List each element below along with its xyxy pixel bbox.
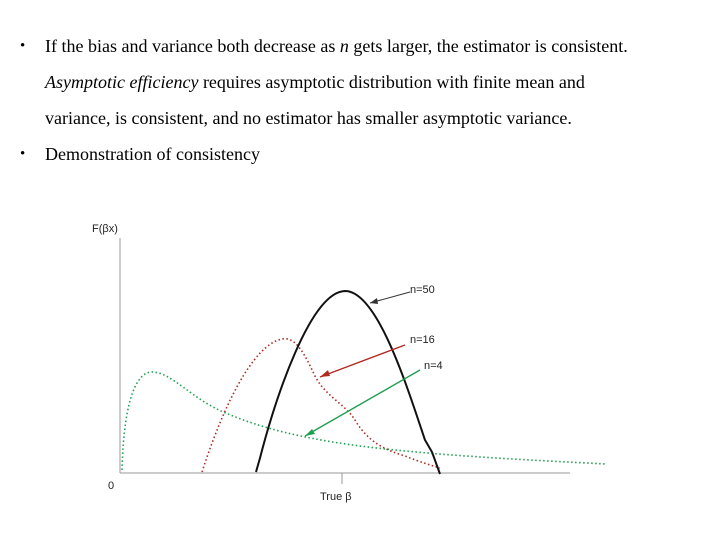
label-n4: n=4 — [424, 360, 443, 372]
variable-n: n — [339, 36, 349, 56]
pointer-n16 — [320, 345, 405, 377]
continuation-line: variance, is consistent, and no estimator has smaller asymptotic variance. — [45, 108, 572, 128]
y-axis-label: F(βx) — [92, 223, 118, 235]
arrowhead-n16 — [320, 370, 330, 377]
arrowhead-n4 — [305, 429, 315, 436]
label-crop-mask — [442, 282, 448, 348]
text-segment: requires asymptotic distribution with finite mean and — [198, 72, 585, 92]
text-segment: gets larger, the estimator is consistent. — [348, 36, 628, 56]
term-asymptotic-efficiency: Asymptotic efficiency — [45, 72, 199, 92]
text-segment: If the bias and variance both decrease as — [45, 36, 340, 56]
arrowhead-n50 — [370, 298, 378, 304]
bullet-dot-icon: • — [20, 146, 26, 162]
curve-n4 — [122, 372, 606, 470]
x-tick-label: True β — [320, 491, 352, 503]
label-n16: n=16 — [410, 334, 435, 346]
curve-n50 — [256, 291, 440, 474]
bullet-dot-icon: • — [20, 38, 26, 54]
bullet-text: Demonstration of consistency — [45, 144, 260, 164]
curve-n16 — [202, 339, 440, 472]
origin-label: 0 — [108, 480, 115, 492]
pointer-n4 — [305, 370, 420, 436]
label-n50: n=50 — [410, 284, 435, 296]
